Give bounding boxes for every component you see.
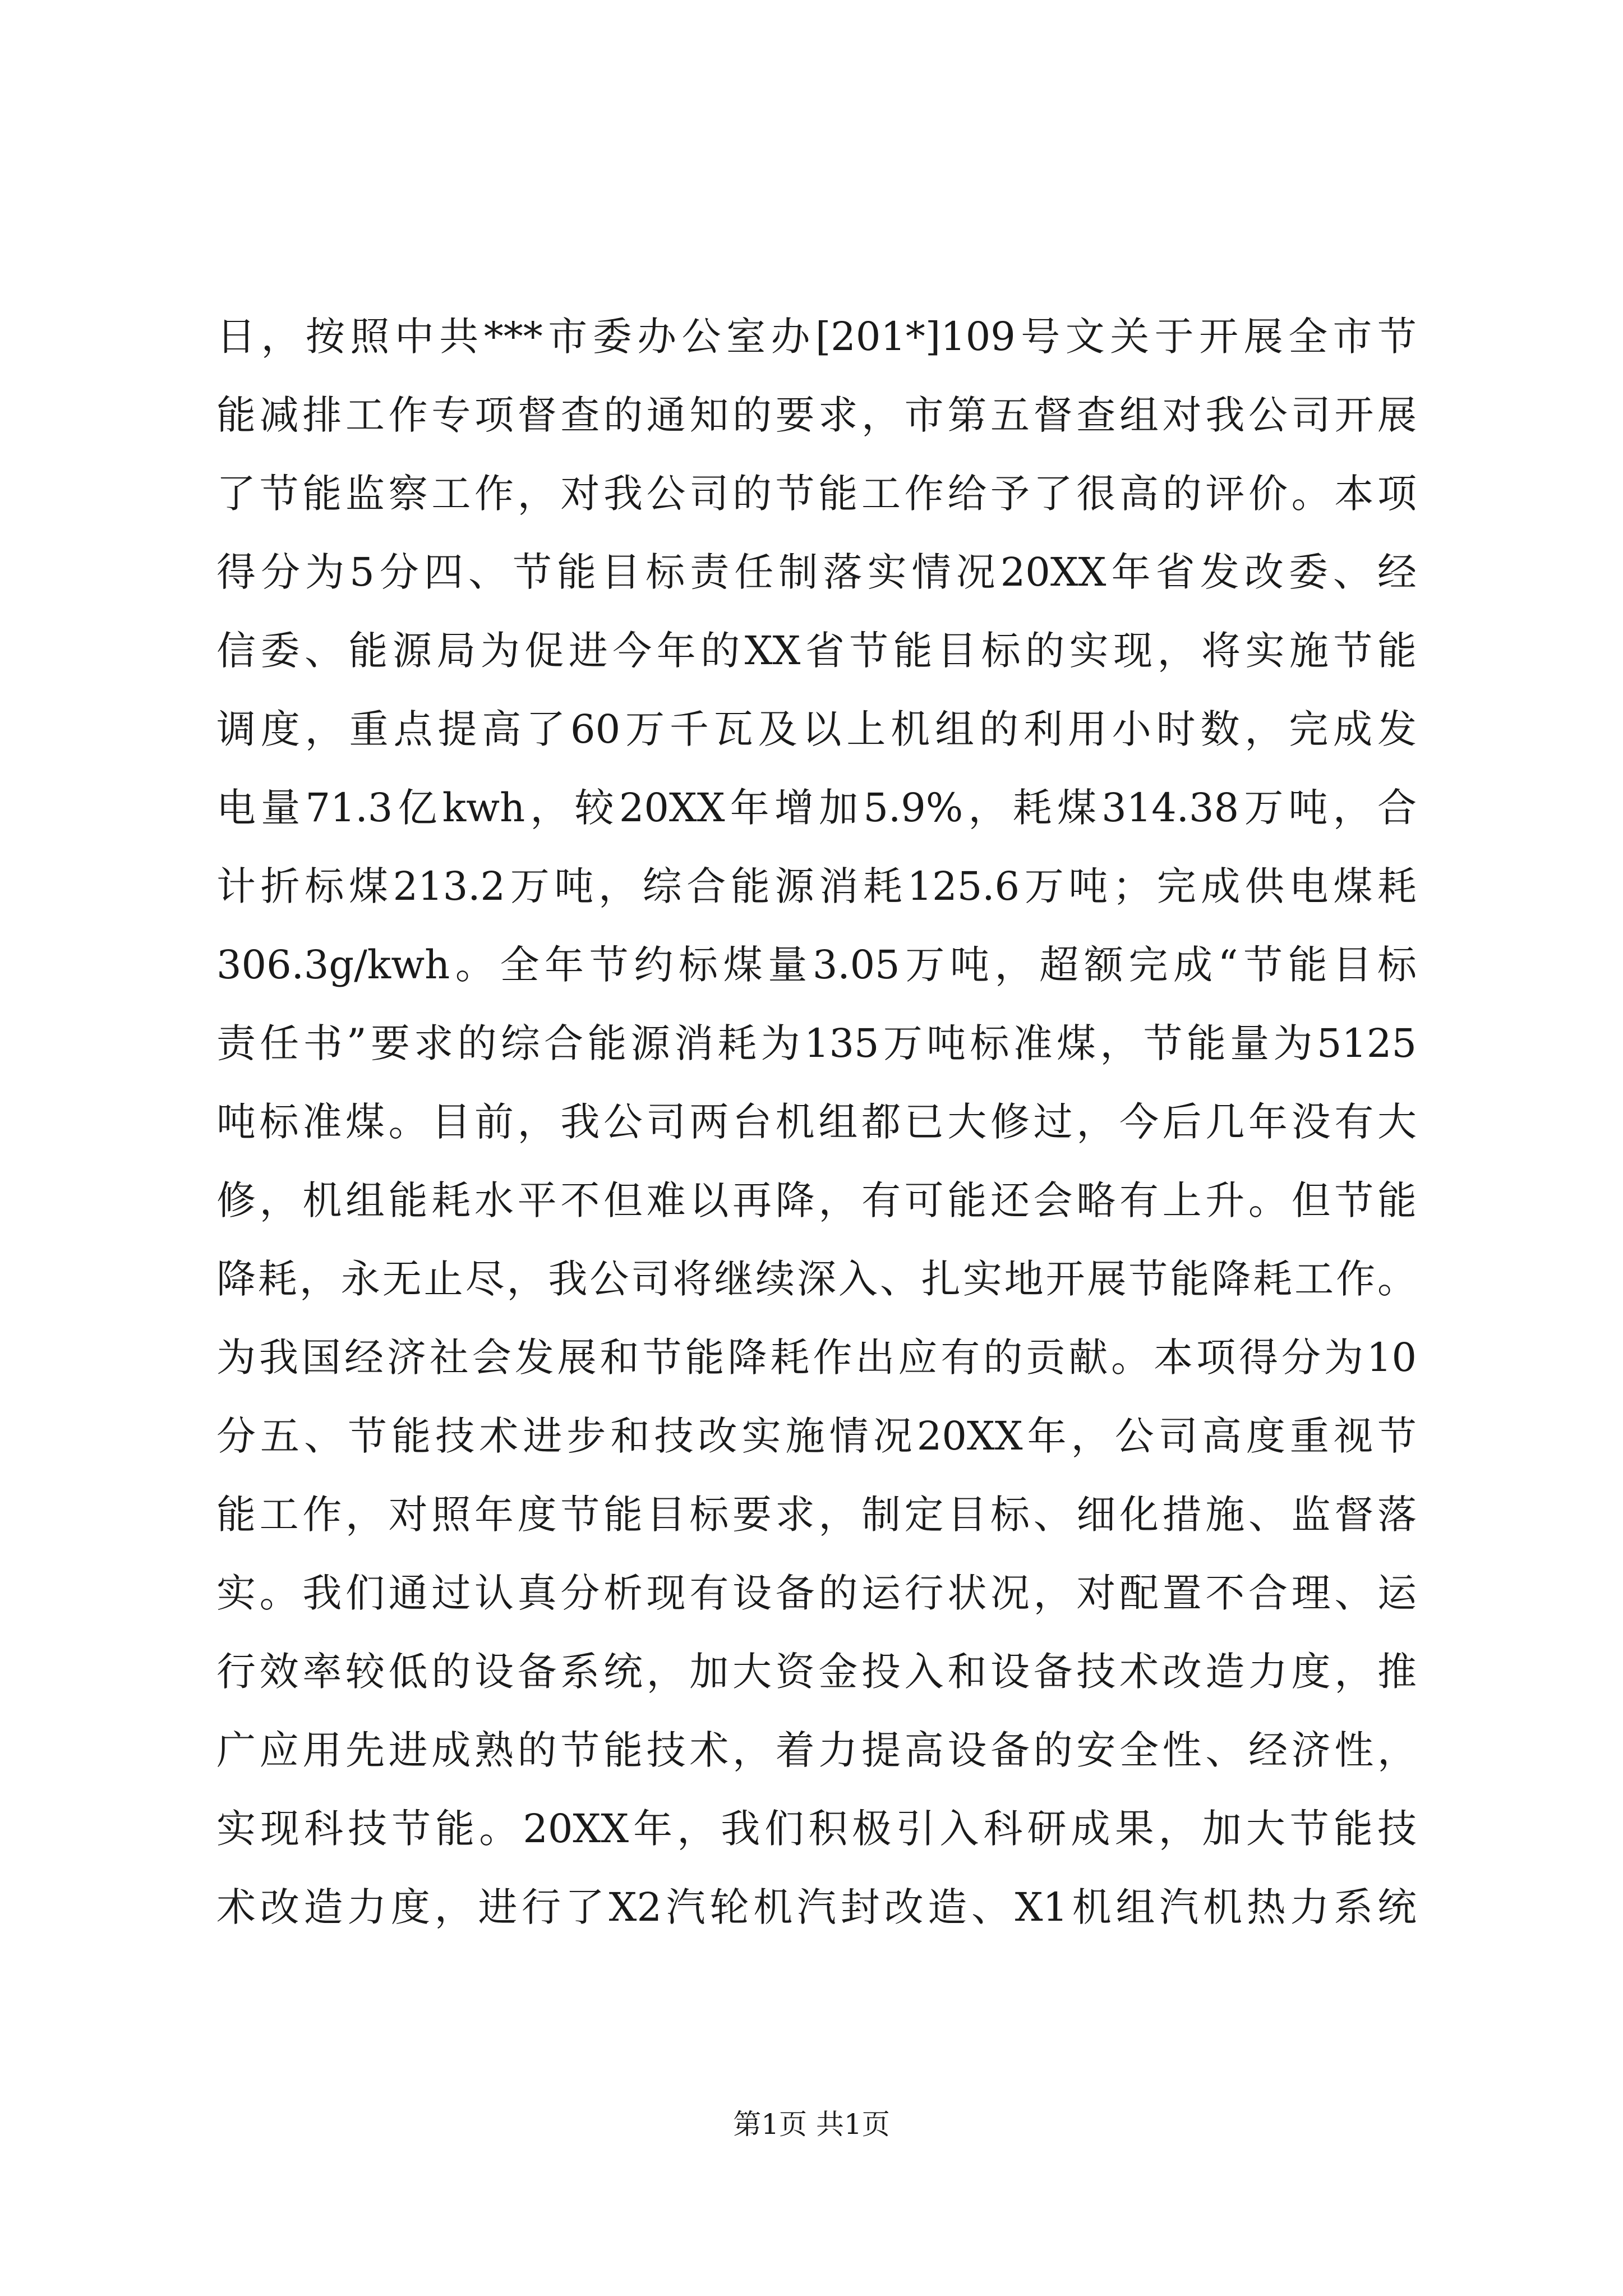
- text-line: 调度，重点提高了60万千瓦及以上机组的利用小时数，完成发: [216, 706, 1417, 752]
- text-line: 了节能监察工作，对我公司的节能工作给予了很高的评价。本项: [216, 471, 1417, 517]
- text-line: 实现科技节能。20XX年，我们积极引入科研成果，加大节能技: [216, 1806, 1417, 1852]
- text-line: 吨标准煤。目前，我公司两台机组都已大修过，今后几年没有大: [216, 1099, 1417, 1145]
- text-line: 术改造力度，进行了X2汽轮机汽封改造、X1机组汽机热力系统: [216, 1884, 1417, 1930]
- text-line: 计折标煤213.2万吨，综合能源消耗125.6万吨；完成供电煤耗: [216, 863, 1417, 909]
- text-line: 能减排工作专项督查的通知的要求，市第五督查组对我公司开展: [216, 392, 1417, 438]
- text-line: 行效率较低的设备系统，加大资金投入和设备技术改造力度，推: [216, 1649, 1417, 1695]
- text-line: 广应用先进成熟的节能技术，着力提高设备的安全性、经济性，: [216, 1727, 1417, 1773]
- page-footer: [0, 2105, 1623, 2144]
- text-line: 能工作，对照年度节能目标要求，制定目标、细化措施、监督落: [216, 1492, 1417, 1538]
- text-line: 实。我们通过认真分析现有设备的运行状况，对配置不合理、运: [216, 1570, 1417, 1616]
- text-line: 信委、能源局为促进今年的XX省节能目标的实现，将实施节能: [216, 628, 1417, 674]
- text-line: 分五、节能技术进步和技改实施情况20XX年，公司高度重视节: [216, 1413, 1417, 1459]
- text-line: 日，按照中共***市委办公室办[201*]109号文关于开展全市节: [216, 314, 1417, 360]
- text-line: 得分为5分四、节能目标责任制落实情况20XX年省发改委、经: [216, 549, 1417, 595]
- text-line: 修，机组能耗水平不但难以再降，有可能还会略有上升。但节能: [216, 1177, 1417, 1223]
- text-line: 为我国经济社会发展和节能降耗作出应有的贡献。本项得分为10: [216, 1335, 1417, 1381]
- body-text: [216, 297, 1417, 1947]
- page-number-label: 第1页 共1页: [733, 2108, 890, 2141]
- text-line: 责任书”要求的综合能源消耗为135万吨标准煤，节能量为5125: [216, 1020, 1417, 1066]
- text-line: 306.3g/kwh。全年节约标煤量3.05万吨，超额完成“节能目标: [216, 942, 1417, 988]
- text-line: 电量71.3亿kwh，较20XX年增加5.9%，耗煤314.38万吨，合: [216, 785, 1417, 831]
- text-line: 降耗，永无止尽，我公司将继续深入、扎实地开展节能降耗工作。: [216, 1256, 1417, 1302]
